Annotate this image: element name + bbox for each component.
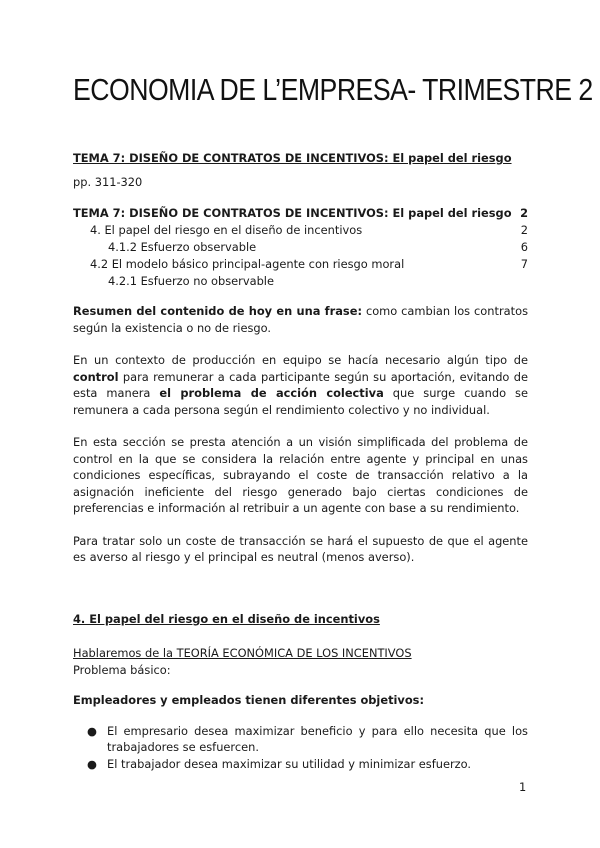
bullet-icon: ●: [87, 723, 97, 738]
toc-entry-page: 6: [520, 240, 528, 254]
document-title: ECONOMIA DE L’EMPRESA- TRIMESTRE 2: [73, 72, 593, 107]
paragraph-text: En un contexto de producción en equipo se hacía necesario algún tipo de: [73, 353, 528, 367]
page-range: pp. 311-320: [73, 174, 143, 189]
toc-entry-text: 4. El papel del riesgo en el diseño de incentivos: [90, 223, 363, 237]
incentives-theory-line: Hablaremos de la TEORÍA ECONÓMICA DE LOS INCENTIVOS: [73, 646, 412, 660]
page-number: 1: [519, 780, 527, 794]
toc-entry-text: 4.2.1 Esfuerzo no observable: [108, 274, 274, 288]
emphasis-collective-action: el problema de acción colectiva: [159, 386, 384, 400]
toc-entry-page: 2: [520, 206, 528, 220]
paragraph-section-overview: En esta sección se presta atención a un visión simplificada del problema de control en la que se considera la relación entre agente y principal en unas condiciones específicas, subrayando el coste de transacción relativo a la asignación ineficiente del riesgo generado bajo ciertas condiciones de preferencias e información al retribuir a un agente con base a su rendimiento.: [73, 435, 528, 515]
toc-entry-page: 2: [520, 223, 528, 237]
tema-heading: TEMA 7: DISEÑO DE CONTRATOS DE INCENTIVOS: El papel del riesgo: [73, 151, 512, 165]
list-item: [87, 756, 528, 773]
summary-text: como cambian los contratos según la existencia o no de riesgo.: [73, 304, 528, 335]
bullet-icon: ●: [87, 756, 97, 771]
toc-entry[interactable]: [73, 273, 528, 290]
paragraph-risk-assumption: Para tratar solo un coste de transacción se hará el supuesto de que el agente es averso al riesgo y el principal es neutral (menos averso).: [73, 533, 528, 564]
list-item: [87, 723, 528, 756]
section-4-heading: 4. El papel del riesgo en el diseño de incentivos: [73, 611, 380, 626]
paragraph-text: para remunerar a cada participante según su aportación, evitando de esta manera: [73, 369, 528, 400]
objectives-heading: Empleadores y empleados tienen diferentes objetivos:: [73, 693, 425, 707]
list-item-text: El trabajador desea maximizar su utilidad y minimizar esfuerzo.: [107, 756, 472, 771]
toc-entry[interactable]: [73, 205, 528, 222]
toc-entry[interactable]: [73, 256, 528, 273]
toc-entry-text: TEMA 7: DISEÑO DE CONTRATOS DE INCENTIVOS: El papel del riesgo: [73, 206, 512, 220]
toc-entry-text: 4.2 El modelo básico principal-agente con riesgo moral: [90, 257, 405, 271]
objectives-list: [73, 723, 528, 773]
paragraph-control: [73, 352, 528, 418]
toc-entry-text: 4.1.2 Esfuerzo observable: [108, 240, 257, 254]
table-of-contents: [73, 205, 528, 290]
summary-paragraph: [73, 303, 528, 336]
summary-label: Resumen del contenido de hoy en una frase:: [73, 304, 362, 318]
toc-entry-page: 7: [520, 257, 528, 271]
document-body: [73, 150, 528, 772]
list-item-text: El empresario desea maximizar beneficio y para ello necesita que los trabajadores se esfuercen.: [107, 723, 528, 754]
toc-entry[interactable]: [73, 222, 528, 239]
toc-entry[interactable]: [73, 239, 528, 256]
basic-problem-label: Problema básico:: [73, 662, 171, 677]
emphasis-control: control: [73, 369, 119, 384]
paragraph-text: que surge cuando se remunera a cada persona según el rendimiento colectivo y no individual.: [73, 386, 528, 417]
